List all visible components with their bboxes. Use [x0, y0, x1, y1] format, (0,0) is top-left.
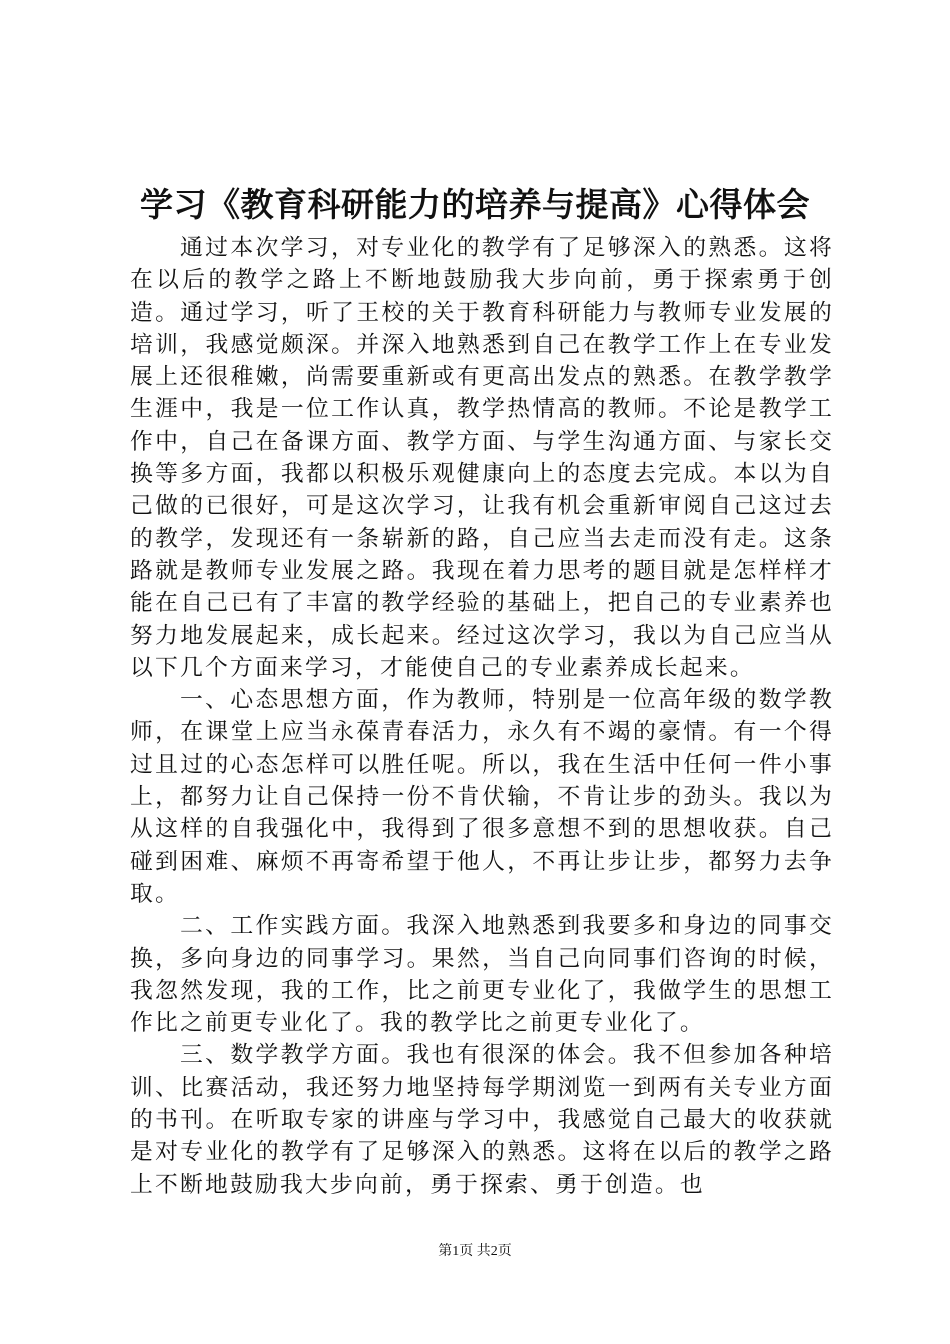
page-number-footer: 第1页 共2页 — [438, 1244, 512, 1259]
paragraph-intro: 通过本次学习，对专业化的教学有了足够深入的熟悉。这将在以后的教学之路上不断地鼓励我大步向前，勇于探索勇于创造。通过学习，听了王校的关于教育科研能力与教师专业发展的培训，我感觉颇深。并深入地熟悉到自己在教学工作上在专业发展上还很稚嫩，尚需要重新或有更高出发点的熟悉。在教学教学生涯中，我是一位工作认真，教学热情高的教师。不论是教学工作中，自己在备课方面、教学方面、与学生沟通方面、与家长交换等多方面，我都以积极乐观健康向上的态度去完成。本以为自己做的已很好，可是这次学习，让我有机会重新审阅自己这过去的教学，发现还有一条崭新的路，自己应当去走而没有走。这条路就是教师专业发展之路。我现在着力思考的题目就是怎样样才能在自己已有了丰富的教学经验的基础上，把自己的专业素养也努力地发展起来，成长起来。经过这次学习，我以为自己应当从以下几个方面来学习，才能使自己的专业素养成长起来。 — [130, 235, 834, 681]
paragraph-math-teaching: 三、数学教学方面。我也有很深的体会。我不但参加各种培训、比赛活动，我还努力地坚持每学期浏览一到两有关专业方面的书刊。在听取专家的讲座与学习中，我感觉自己最大的收获就是对专业化的教学有了足够深入的熟悉。这将在以后的教学之路上不断地鼓励我大步向前，勇于探索、勇于创造。也 — [130, 1042, 834, 1198]
document-title: 学习《教育科研能力的培养与提高》心得体会 — [140, 185, 810, 224]
paragraph-practice: 二、工作实践方面。我深入地熟悉到我要多和身边的同事交换，多向身边的同事学习。果然，当自己向同事们咨询的时候，我忽然发现，我的工作，比之前更专业化了，我做学生的思想工作比之前更专业化了。我的教学比之前更专业化了。 — [130, 913, 834, 1037]
paragraph-mindset: 一、心态思想方面，作为教师，特别是一位高年级的数学教师，在课堂上应当永葆青春活力，永久有不竭的豪情。有一个得过且过的心态怎样可以胜任呢。所以，我在生活中任何一件小事上，都努力让自己保持一份不肯伏输，不肯让步的劲头。我以为从这样的自我强化中，我得到了很多意想不到的思想收获。自己碰到困难、麻烦不再寄希望于他人，不再让步让步，都努力去争取。 — [130, 687, 834, 907]
document-body — [130, 232, 834, 1201]
